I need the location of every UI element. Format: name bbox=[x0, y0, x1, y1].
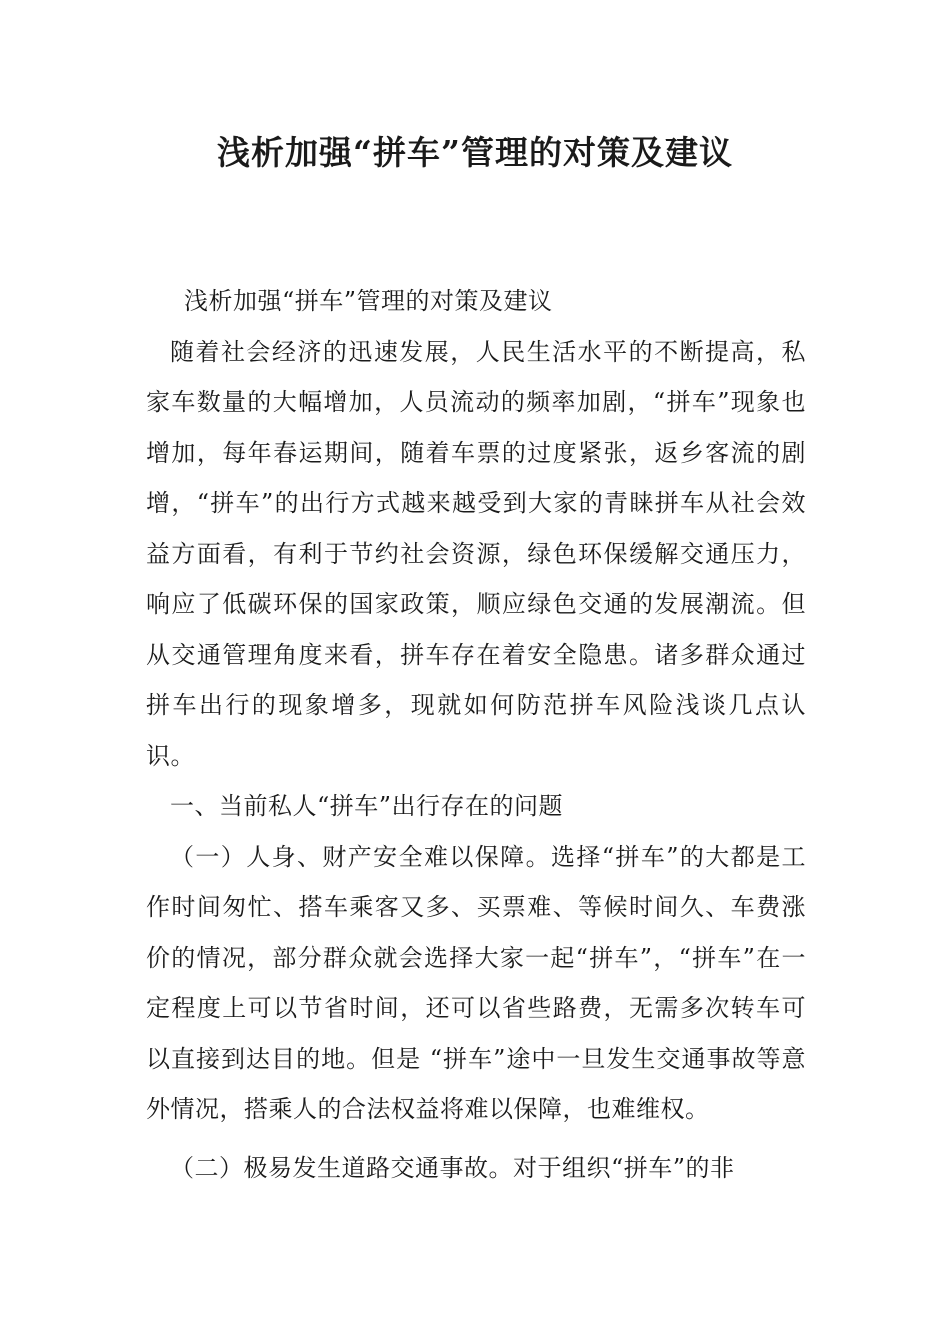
section-heading-problems: 一、当前私人“拼车”出行存在的问题 bbox=[170, 792, 564, 820]
paragraph-intro: 随着社会经济的迅速发展，人民生活水平的不断提高，私家车数量的大幅增加，人员流动的频率加剧，“拼车”现象也增加，每年春运期间，随着车票的过度紧张，返乡客流的剧增，“拼车”的出行方式越来越受到大家的青睐拼车从社会效益方面看，有利于节约社会资源，绿色环保缓解交通压力，响应了低碳环保的国家政策，顺应绿色交通的发展潮流。但从交通管理角度来看，拼车存在着安全隐患。诸多群众通过拼车出行的现象增多，现就如何防范拼车风险浅谈几点认识。 bbox=[146, 337, 806, 770]
paragraph-accidents: （二）极易发生道路交通事故。对于组织“拼车”的非 bbox=[170, 1153, 735, 1182]
paragraph-safety: （一）人身、财产安全难以保障。选择“拼车”的大都是工作时间匆忙、搭车乘客又多、买票难、等候时间久、车费涨价的情况，部分群众就会选择大家一起“拼车”，“拼车”在一定程度上可以节省时间，还可以省些路费，无需多次转车可以直接到达目的地。但是 “拼车”途中一旦发生交通事故等意外情况，搭乘人的合法权益将难以保障，也难维权。 bbox=[146, 842, 806, 1123]
document-title: 浅析加强“拼车”管理的对策及建议 bbox=[217, 133, 733, 172]
document-subtitle: 浅析加强“拼车”管理的对策及建议 bbox=[184, 287, 553, 315]
document-body bbox=[146, 276, 806, 1193]
